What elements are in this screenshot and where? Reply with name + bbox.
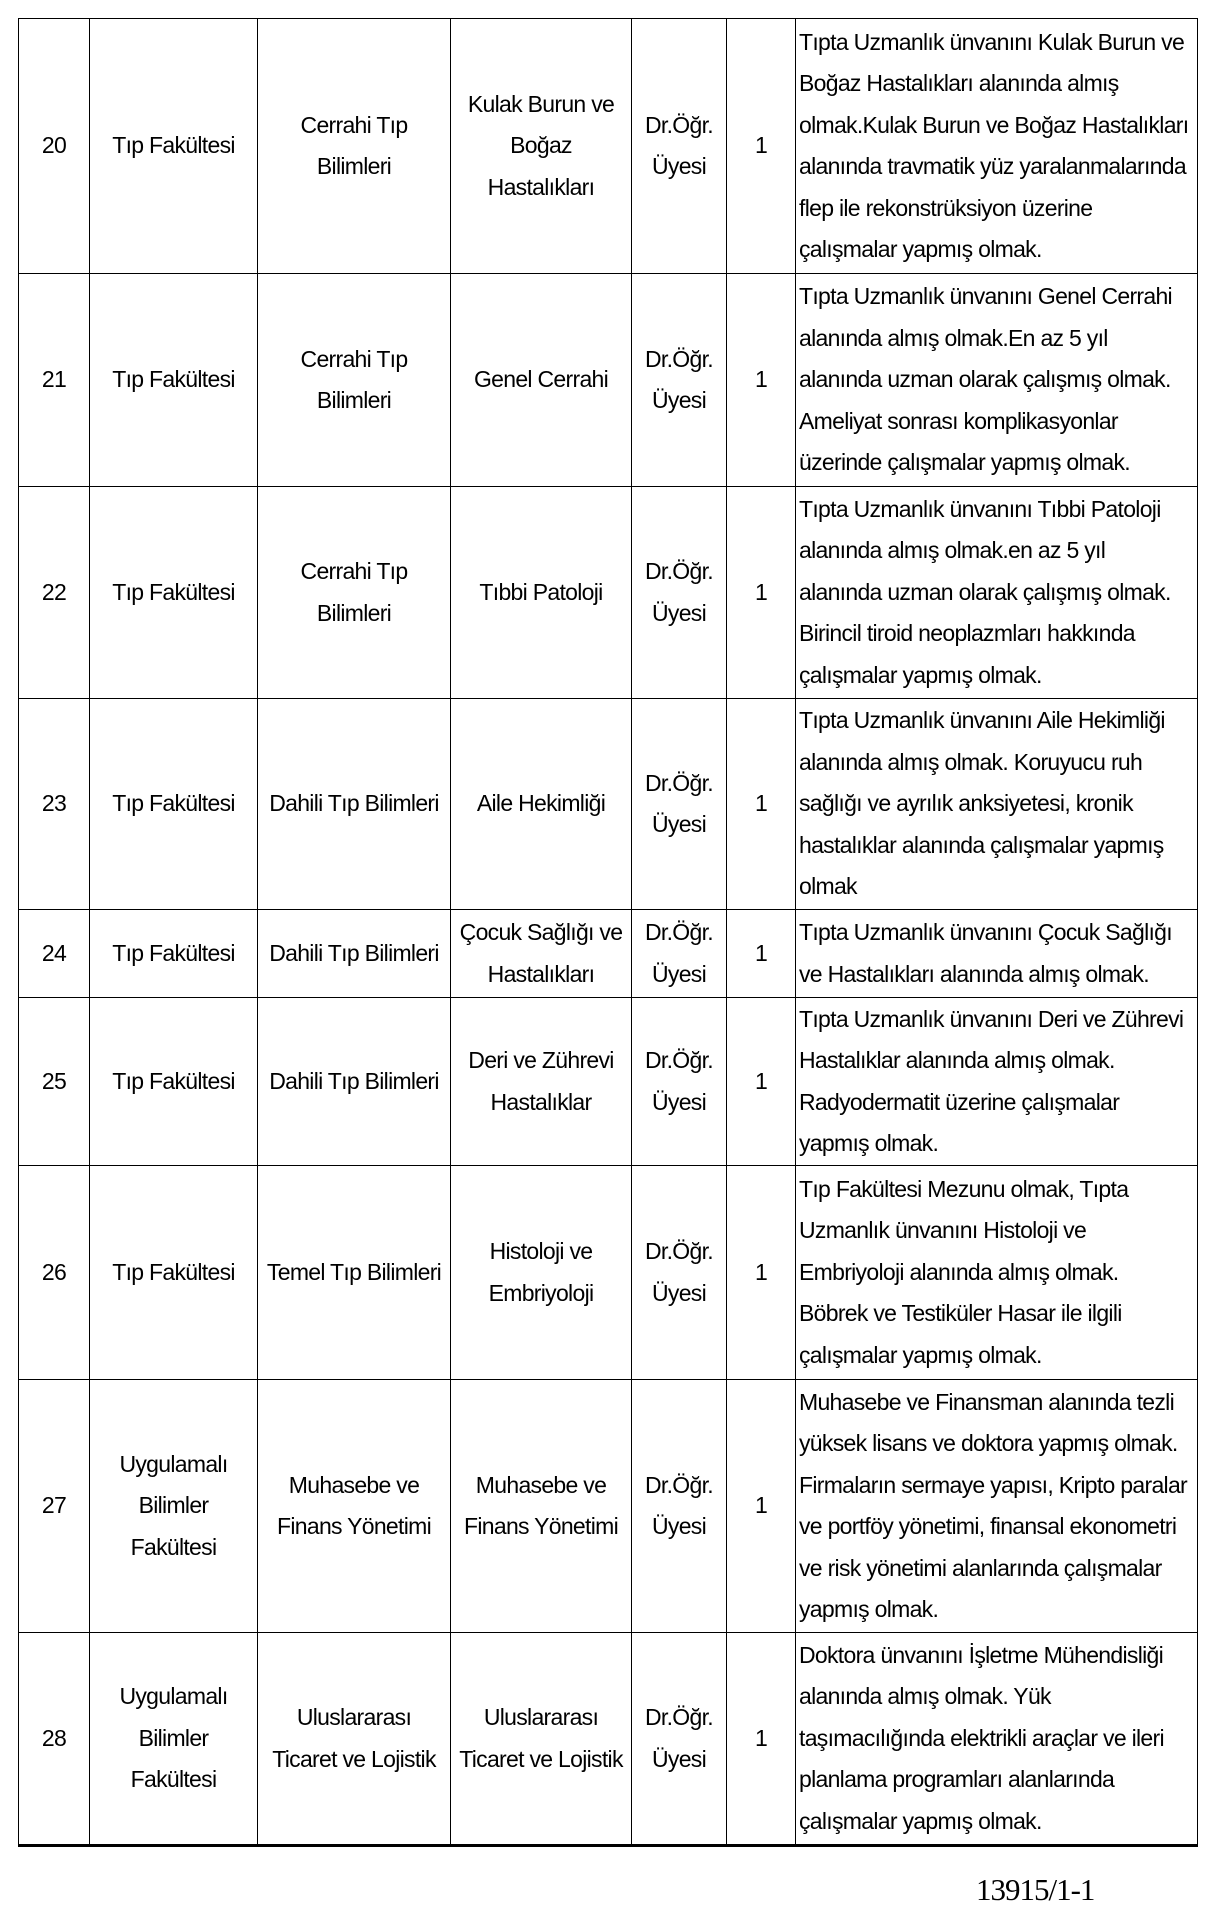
field-cell — [451, 998, 632, 1166]
department-cell — [258, 910, 451, 998]
academic-title-cell — [632, 274, 727, 487]
table-row — [19, 274, 1198, 487]
department-line: Ticaret ve Lojistik — [272, 1745, 436, 1772]
requirements-line: Tıpta Uzmanlık ünvanını Deri ve Zührevi — [799, 1005, 1184, 1032]
requirements-line: planlama programları alanlarında — [799, 1766, 1115, 1793]
table-row — [19, 487, 1198, 699]
field-cell — [451, 19, 632, 274]
requirements-line: alanında almış olmak. Koruyucu ruh — [799, 748, 1143, 775]
position-count-cell: 1 — [727, 487, 796, 699]
academic-title-line: Üyesi — [651, 599, 706, 626]
requirements-line: Embriyoloji alanında almış olmak. — [799, 1258, 1119, 1285]
requirements-line: hastalıklar alanında çalışmalar yapmış — [799, 831, 1164, 858]
faculty-cell — [90, 998, 258, 1166]
academic-title-line: Üyesi — [651, 153, 706, 179]
academic-title-line: Üyesi — [651, 811, 706, 837]
department-cell — [258, 699, 451, 910]
academic-title-line: Üyesi — [651, 1279, 706, 1306]
field-line: Muhasebe ve — [475, 1471, 607, 1498]
requirements-line: Muhasebe ve Finansman alanında tezli — [799, 1388, 1174, 1415]
requirements-line: Tıpta Uzmanlık ünvanını Kulak Burun ve — [799, 28, 1185, 55]
field-line: Kulak Burun ve — [467, 90, 615, 117]
row-number-cell: 25 — [19, 998, 90, 1166]
academic-title-line: Dr.Öğr. — [645, 919, 713, 945]
requirements-line: olmak — [799, 873, 857, 900]
academic-title-line: Üyesi — [651, 1745, 706, 1772]
faculty-line: Tıp Fakültesi — [112, 578, 235, 605]
row-number-cell: 24 — [19, 910, 90, 998]
department-line: Dahili Tıp Bilimleri — [269, 1067, 439, 1094]
faculty-line: Fakültesi — [130, 1533, 217, 1560]
department-line: Finans Yönetimi — [277, 1513, 431, 1539]
position-count-cell: 1 — [727, 1633, 796, 1846]
table-row — [19, 998, 1198, 1166]
faculty-line: Uygulamalı — [119, 1683, 228, 1710]
faculty-line: Bilimler — [138, 1492, 209, 1519]
requirements-line: Boğaz Hastalıkları alanında almış — [799, 70, 1119, 96]
table-row — [19, 19, 1198, 274]
academic-title-cell — [632, 1633, 727, 1846]
requirements-line: alanında uzman olarak çalışmış olmak. — [799, 578, 1171, 605]
requirements-line: Tıpta Uzmanlık ünvanını Aile Hekimliği — [799, 707, 1165, 734]
position-count-cell: 1 — [727, 998, 796, 1166]
academic-title-line: Üyesi — [651, 1513, 706, 1539]
position-count-cell: 1 — [727, 274, 796, 487]
field-cell — [451, 487, 632, 699]
requirements-line: olmak.Kulak Burun ve Boğaz Hastalıkları — [799, 111, 1189, 138]
requirements-line: çalışmalar yapmış olmak. — [799, 1807, 1042, 1834]
requirements-line: Tıpta Uzmanlık ünvanını Çocuk Sağlığı — [799, 919, 1172, 945]
field-line: Hastalıkları — [487, 960, 595, 987]
academic-title-line: Dr.Öğr. — [645, 1704, 713, 1730]
faculty-line: Tıp Fakültesi — [112, 939, 235, 966]
department-cell — [258, 487, 451, 699]
requirements-line: Doktora ünvanını İşletme Mühendisliği — [799, 1641, 1164, 1668]
department-cell — [258, 1380, 451, 1633]
field-line: Histoloji ve — [489, 1238, 593, 1264]
requirements-cell — [796, 910, 1198, 998]
row-number-cell: 26 — [19, 1166, 90, 1380]
requirements-line: çalışmalar yapmış olmak. — [799, 236, 1042, 262]
faculty-line: Tıp Fakültesi — [112, 132, 235, 159]
department-line: Bilimleri — [316, 153, 392, 179]
department-cell — [258, 274, 451, 487]
academic-title-cell — [632, 19, 727, 274]
requirements-line: yapmış olmak. — [799, 1596, 939, 1622]
department-line: Uluslararası — [296, 1704, 412, 1730]
academic-title-cell — [632, 699, 727, 910]
requirements-line: alanında almış olmak. Yük — [799, 1683, 1051, 1710]
field-cell — [451, 910, 632, 998]
requirements-line: taşımacılığında elektrikli araçlar ve ileri — [799, 1724, 1164, 1751]
table-row — [19, 910, 1198, 998]
row-number-cell: 20 — [19, 19, 90, 274]
faculty-line: Fakültesi — [130, 1766, 217, 1793]
department-line: Muhasebe ve — [288, 1471, 420, 1498]
table-row — [19, 699, 1198, 910]
faculty-cell — [90, 487, 258, 699]
requirements-cell — [796, 699, 1198, 910]
academic-title-cell — [632, 998, 727, 1166]
requirements-cell — [796, 1380, 1198, 1633]
department-line: Cerrahi Tıp — [300, 345, 408, 372]
requirements-line: Tıp Fakültesi Mezunu olmak, Tıpta — [799, 1175, 1129, 1202]
academic-title-line: Dr.Öğr. — [645, 769, 713, 796]
requirements-line: sağlığı ve ayrılık anksiyetesi, kronik — [799, 790, 1133, 817]
requirements-cell — [796, 19, 1198, 274]
field-line: Hastalıklar — [490, 1088, 592, 1115]
academic-title-line: Dr.Öğr. — [645, 1047, 713, 1073]
row-number-cell: 21 — [19, 274, 90, 487]
requirements-line: Ameliyat sonrası komplikasyonlar — [799, 407, 1118, 434]
requirements-line: yüksek lisans ve doktora yapmış olmak. — [799, 1430, 1178, 1456]
department-line: Dahili Tıp Bilimleri — [269, 790, 439, 817]
department-cell — [258, 1633, 451, 1846]
position-count-cell: 1 — [727, 910, 796, 998]
requirements-line: ve Hastalıkları alanında almış olmak. — [799, 960, 1149, 987]
faculty-cell — [90, 274, 258, 487]
requirements-line: alanında almış olmak.en az 5 yıl — [799, 537, 1106, 564]
field-line: Uluslararası — [483, 1704, 599, 1730]
academic-title-cell — [632, 910, 727, 998]
table-row — [19, 1166, 1198, 1380]
field-line: Finans Yönetimi — [464, 1513, 618, 1539]
requirements-line: yapmış olmak. — [799, 1130, 939, 1156]
department-line: Dahili Tıp Bilimleri — [269, 939, 439, 966]
academic-title-cell — [632, 1166, 727, 1380]
requirements-line: flep ile rekonstrüksiyon üzerine — [799, 194, 1093, 221]
row-number-cell: 27 — [19, 1380, 90, 1633]
field-line: Ticaret ve Lojistik — [459, 1745, 623, 1772]
requirements-line: alanında uzman olarak çalışmış olmak. — [799, 366, 1171, 393]
table-row — [19, 1380, 1198, 1633]
faculty-cell — [90, 699, 258, 910]
requirements-line: üzerinde çalışmalar yapmış olmak. — [799, 449, 1130, 476]
position-count-cell: 1 — [727, 1166, 796, 1380]
row-number-cell: 28 — [19, 1633, 90, 1846]
department-line: Cerrahi Tıp — [300, 558, 408, 584]
faculty-line: Tıp Fakültesi — [112, 1067, 235, 1094]
department-cell — [258, 19, 451, 274]
requirements-cell — [796, 1166, 1198, 1380]
position-count-cell: 1 — [727, 1380, 796, 1633]
requirements-cell — [796, 274, 1198, 487]
field-line: Genel Cerrahi — [473, 366, 609, 393]
academic-title-line: Dr.Öğr. — [645, 111, 713, 138]
field-cell — [451, 1633, 632, 1846]
academic-title-line: Üyesi — [651, 1088, 706, 1115]
academic-title-cell — [632, 487, 727, 699]
table-row — [19, 1633, 1198, 1846]
document-reference-number: 13915/1-1 — [976, 1872, 1095, 1907]
field-cell — [451, 1380, 632, 1633]
requirements-line: Uzmanlık ünvanını Histoloji ve — [799, 1217, 1087, 1244]
academic-title-line: Dr.Öğr. — [645, 345, 713, 372]
field-line: Embriyoloji — [488, 1279, 594, 1306]
academic-title-line: Üyesi — [651, 960, 706, 987]
faculty-cell — [90, 910, 258, 998]
faculty-cell — [90, 1380, 258, 1633]
academic-title-cell — [632, 1380, 727, 1633]
faculty-line: Bilimler — [138, 1724, 209, 1751]
requirements-line: alanında travmatik yüz yaralanmalarında — [799, 153, 1186, 179]
requirements-line: Firmaların sermaye yapısı, Kripto paralar — [799, 1471, 1187, 1498]
academic-title-line: Üyesi — [651, 387, 706, 413]
requirements-line: çalışmalar yapmış olmak. — [799, 1341, 1042, 1368]
row-number-cell: 22 — [19, 487, 90, 699]
field-cell — [451, 1166, 632, 1380]
field-line: Çocuk Sağlığı ve — [459, 919, 623, 945]
department-line: Bilimleri — [316, 599, 392, 626]
faculty-cell — [90, 1166, 258, 1380]
position-count-cell: 1 — [727, 699, 796, 910]
department-cell — [258, 1166, 451, 1380]
department-cell — [258, 998, 451, 1166]
faculty-line: Tıp Fakültesi — [112, 366, 235, 393]
field-cell — [451, 699, 632, 910]
department-line: Temel Tıp Bilimleri — [266, 1258, 442, 1285]
faculty-line: Uygulamalı — [119, 1450, 228, 1477]
requirements-line: çalışmalar yapmış olmak. — [799, 661, 1042, 688]
requirements-line: Hastalıklar alanında almış olmak. — [799, 1047, 1115, 1073]
faculty-cell — [90, 19, 258, 274]
requirements-line: alanında almış olmak.En az 5 yıl — [799, 324, 1108, 351]
row-number-cell: 23 — [19, 699, 90, 910]
requirements-line: Birincil tiroid neoplazmları hakkında — [799, 620, 1135, 647]
department-line: Bilimleri — [316, 387, 392, 413]
requirements-cell — [796, 1633, 1198, 1846]
academic-title-line: Dr.Öğr. — [645, 558, 713, 584]
field-line: Aile Hekimliği — [476, 790, 606, 817]
field-line: Boğaz — [510, 132, 572, 159]
field-cell — [451, 274, 632, 487]
faculty-cell — [90, 1633, 258, 1846]
requirements-line: ve risk yönetimi alanlarında çalışmalar — [799, 1554, 1162, 1581]
academic-title-line: Dr.Öğr. — [645, 1238, 713, 1264]
requirements-cell — [796, 487, 1198, 699]
requirements-line: ve portföy yönetimi, finansal ekonometri — [799, 1513, 1177, 1539]
position-count-cell: 1 — [727, 19, 796, 274]
field-line: Tıbbi Patoloji — [479, 578, 603, 605]
academic-title-line: Dr.Öğr. — [645, 1471, 713, 1498]
requirements-line: Böbrek ve Testiküler Hasar ile ilgili — [799, 1300, 1122, 1327]
requirements-cell — [796, 998, 1198, 1166]
positions-table — [18, 18, 1198, 1847]
faculty-line: Tıp Fakültesi — [112, 1258, 235, 1285]
department-line: Cerrahi Tıp — [300, 111, 408, 138]
requirements-line: Tıpta Uzmanlık ünvanını Genel Cerrahi — [799, 283, 1172, 310]
field-line: Hastalıkları — [487, 173, 595, 200]
faculty-line: Tıp Fakültesi — [112, 790, 235, 817]
field-line: Deri ve Zührevi — [468, 1047, 614, 1073]
requirements-line: Radyodermatit üzerine çalışmalar — [799, 1088, 1120, 1115]
requirements-line: Tıpta Uzmanlık ünvanını Tıbbi Patoloji — [799, 495, 1161, 522]
